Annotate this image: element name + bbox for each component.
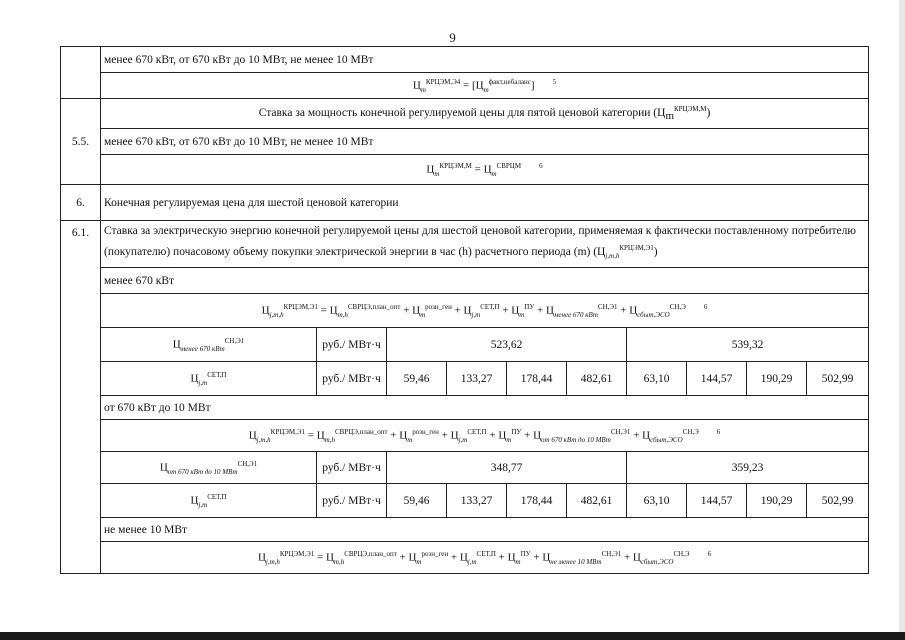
sn-value: 359,23 bbox=[627, 452, 869, 484]
formula-row: $Ц_m^{КРЦЭМ,М} = Ц_m^{СВРЦМ}$ $^6$ bbox=[101, 155, 869, 185]
group-label: от 670 кВт до 10 МВт bbox=[101, 396, 869, 420]
set-value: 190,29 bbox=[747, 484, 807, 518]
set-value: 63,10 bbox=[627, 484, 687, 518]
formula-row: $Ц_m^{КРЦЭМ,Э4} = [Ц_m^{факт,небаланс}]$ $^5$ bbox=[101, 73, 869, 99]
set-value: 133,27 bbox=[447, 484, 507, 518]
set-value: 144,57 bbox=[687, 484, 747, 518]
set-value: 144,57 bbox=[687, 362, 747, 396]
sn-value: 539,32 bbox=[627, 328, 869, 362]
set-label: $Ц_{j,m}^{СЕТ,П}$ bbox=[101, 484, 317, 518]
text-row: менее 670 кВт, от 670 кВт до 10 МВт, не менее 10 МВт bbox=[101, 129, 869, 155]
set-value: 178,44 bbox=[507, 362, 567, 396]
scan-edge bbox=[899, 0, 905, 640]
set-value: 178,44 bbox=[507, 484, 567, 518]
section-title: Ставка за мощность конечной регулируемой цены для пятой ценовой категории $(Ц_m^{КРЦЭМ,М})$ bbox=[101, 99, 869, 129]
scan-bottom-edge bbox=[0, 632, 905, 640]
set-value: 63,10 bbox=[627, 362, 687, 396]
unit: руб./ МВт·ч bbox=[317, 362, 387, 396]
section-number: 5.5. bbox=[61, 99, 101, 185]
set-label: $Ц_{j,m}^{СЕТ,П}$ bbox=[101, 362, 317, 396]
sn-value: 523,62 bbox=[387, 328, 627, 362]
formula-row: $Ц_{j,m,h}^{КРЦЭМ,Э1} = Ц_{m,h}^{СВРЦЭ,план\_опт} + Ц_m^{розн\_ген} + Ц_{j,m}^{СЕТ,П} + Ц_m^{ПУ} + Ц_{от 670 кВт до 10 МВт}^{СН,Э1} + Ц_{сбыт,ЭСО}^{СН,Э}$ $^6$ bbox=[101, 420, 869, 452]
tariff-table bbox=[60, 46, 868, 574]
text-row: менее 670 кВт, от 670 кВт до 10 МВт, не менее 10 МВт bbox=[101, 47, 869, 73]
set-value: 482,61 bbox=[567, 484, 627, 518]
formula-row: $Ц_{j,m,h}^{КРЦЭМ,Э1} = Ц_{m,h}^{СВРЦЭ,план\_опт} + Ц_m^{розн\_ген} + Ц_{j,m}^{СЕТ,П} + Ц_m^{ПУ} + Ц_{менее 670 кВт}^{СН,Э1} + Ц_{сбыт,ЭСО}^{СН,Э}$ $^6$ bbox=[101, 294, 869, 328]
sn-label: $Ц_{от 670 кВт до 10 МВт}^{СН,Э1}$ bbox=[101, 452, 317, 484]
set-value: 133,27 bbox=[447, 362, 507, 396]
set-value: 59,46 bbox=[387, 484, 447, 518]
set-value: 502,99 bbox=[807, 484, 869, 518]
formula-row: $Ц_{j,m,h}^{КРЦЭМ,Э1} = Ц_{m,h}^{СВРЦЭ,план\_опт} + Ц_m^{розн\_ген} + Ц_{j,m}^{СЕТ,П} + Ц_m^{ПУ} + Ц_{не менее 10 МВт}^{СН,Э1} + Ц_{сбыт,ЭСО}^{СН,Э}$ $^6$ bbox=[101, 542, 869, 574]
page-number: 9 bbox=[449, 30, 456, 45]
section-number: 6. bbox=[61, 185, 101, 221]
set-value: 482,61 bbox=[567, 362, 627, 396]
set-value: 190,29 bbox=[747, 362, 807, 396]
unit: руб./ МВт·ч bbox=[317, 328, 387, 362]
section-title: Ставка за электрическую энергию конечной регулируемой цены для шестой ценовой категории, применяемая к фактически поставленному потребителю (покупателю) почасовому объему покупки электрической энергии в час (h) расчетного периода (m) $(Ц_{j,m,h}^{КРЦЭМ,Э1})$ bbox=[101, 221, 869, 268]
unit: руб./ МВт·ч bbox=[317, 484, 387, 518]
sn-value: 348,77 bbox=[387, 452, 627, 484]
set-value: 502,99 bbox=[807, 362, 869, 396]
sn-label: $Ц_{менее 670 кВт}^{СН,Э1}$ bbox=[101, 328, 317, 362]
section-title: Конечная регулируемая цена для шестой ценовой категории bbox=[101, 185, 869, 221]
set-value: 59,46 bbox=[387, 362, 447, 396]
section-number: 6.1. bbox=[61, 221, 101, 574]
unit: руб./ МВт·ч bbox=[317, 452, 387, 484]
row-number-empty bbox=[61, 47, 101, 99]
group-label: менее 670 кВт bbox=[101, 268, 869, 294]
group-label: не менее 10 МВт bbox=[101, 518, 869, 542]
